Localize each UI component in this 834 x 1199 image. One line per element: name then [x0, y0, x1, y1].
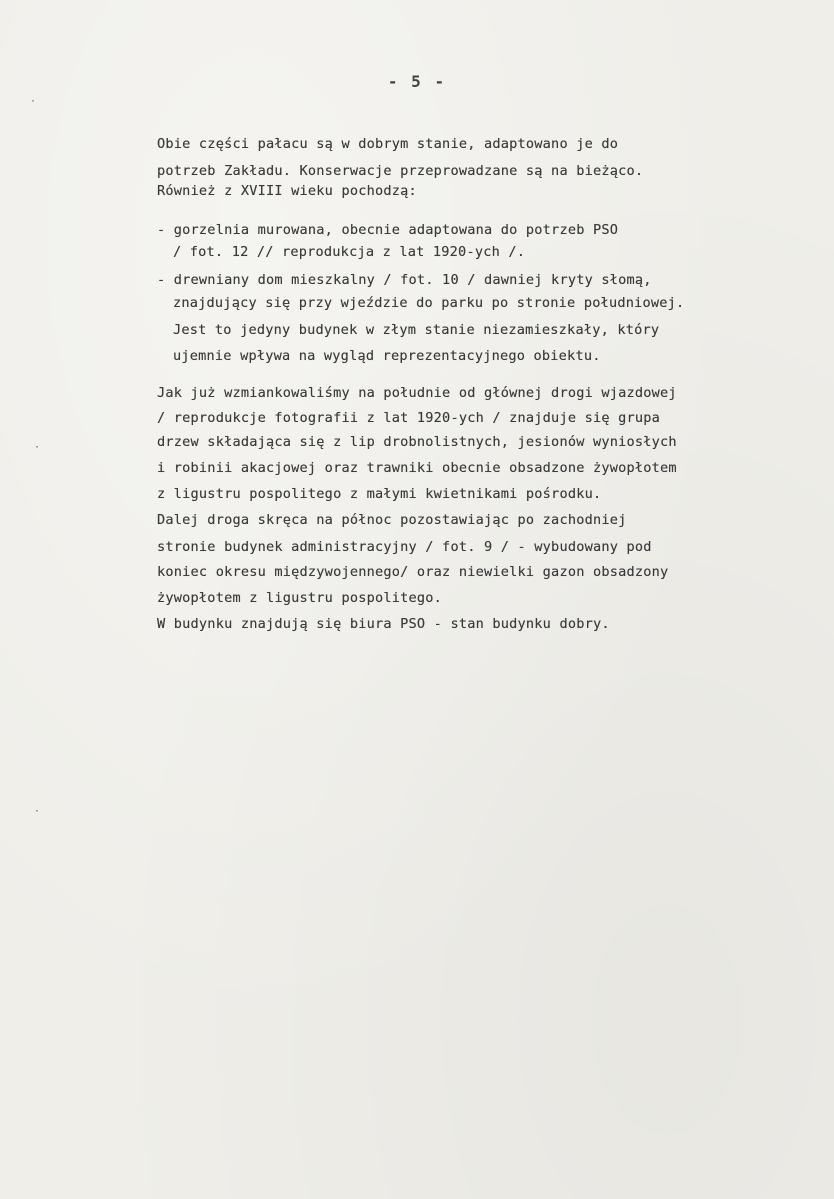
- list-item-continuation: ujemnie wpływa na wygląd reprezentacyjnego obiektu.: [173, 348, 601, 364]
- text-line: Dalej droga skręca na północ pozostawiając po zachodniej: [157, 512, 627, 528]
- text-line: Również z XVIII wieku pochodzą:: [157, 183, 417, 199]
- text-line: koniec okresu międzywojennego/ oraz niewielki gazon obsadzony: [157, 564, 669, 580]
- text-line: drzew składająca się z lip drobnolistnych, jesionów wyniosłych: [157, 434, 677, 450]
- margin-mark-bottom: ·: [34, 806, 41, 817]
- text-line: potrzeb Zakładu. Konserwacje przeprowadzane są na bieżąco.: [157, 163, 644, 179]
- text-line: i robinii akacjowej oraz trawniki obecnie obsadzone żywopłotem: [157, 460, 677, 476]
- page-number: - 5 -: [387, 72, 447, 91]
- text-line: stronie budynek administracyjny / fot. 9 / - wybudowany pod: [157, 539, 652, 555]
- list-item: - drewniany dom mieszkalny / fot. 10 / dawniej kryty słomą,: [157, 272, 652, 288]
- text-line: z ligustru pospolitego z małymi kwietnikami pośrodku.: [157, 486, 602, 502]
- list-item-continuation: / fot. 12 // reprodukcja z lat 1920-ych /.: [173, 244, 526, 260]
- list-item-continuation: znajdujący się przy wjeździe do parku po stronie południowej.: [173, 295, 685, 311]
- text-line: / reprodukcje fotografii z lat 1920-ych / znajduje się grupa: [157, 410, 661, 426]
- text-line: żywopłotem z ligustru pospolitego.: [157, 590, 443, 606]
- text-line: W budynku znajdują się biura PSO - stan budynku dobry.: [157, 616, 610, 632]
- list-item-continuation: Jest to jedyny budynek w złym stanie niezamieszkały, który: [173, 322, 660, 338]
- text-line: Obie części pałacu są w dobrym stanie, adaptowano je do: [157, 136, 619, 152]
- text-line: Jak już wzmiankowaliśmy na południe od głównej drogi wjazdowej: [157, 385, 677, 401]
- list-item: - gorzelnia murowana, obecnie adaptowana do potrzeb PSO: [157, 222, 619, 238]
- margin-mark-top: ·: [30, 96, 37, 107]
- margin-mark-middle: ·: [34, 442, 41, 453]
